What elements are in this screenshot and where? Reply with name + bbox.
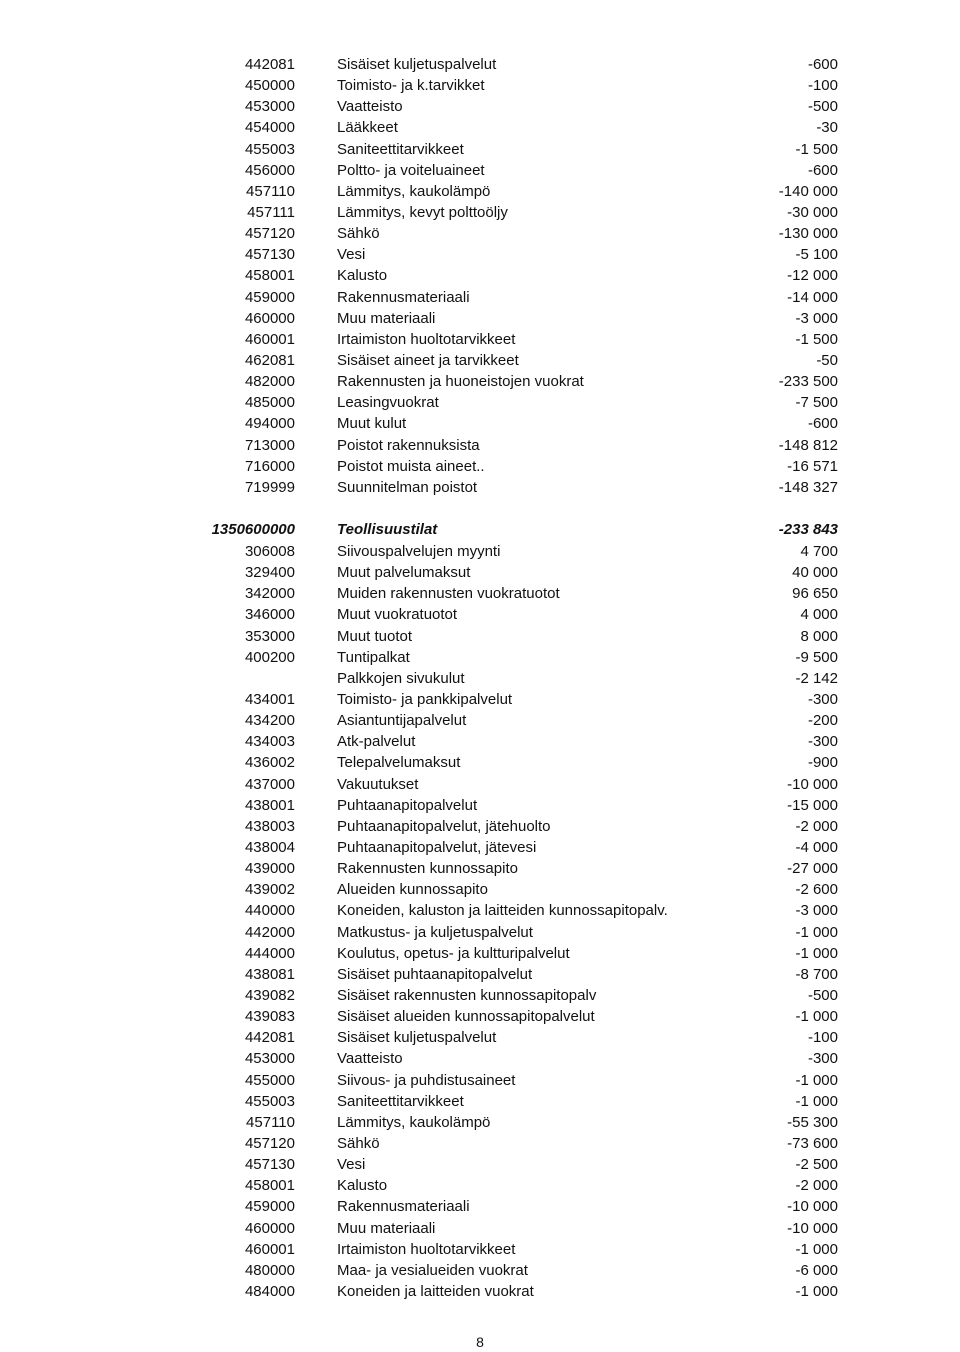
account-code: 459000 — [244, 288, 295, 306]
account-amount: -300 — [807, 1050, 838, 1068]
account-amount: -900 — [807, 754, 838, 772]
table-row — [0, 1260, 960, 1281]
account-code: 442081 — [244, 1029, 295, 1047]
account-code: 460000 — [244, 309, 295, 327]
account-amount: -1 000 — [795, 1092, 838, 1110]
account-name: Vesi — [337, 246, 366, 264]
account-name: Puhtaanapitopalvelut — [337, 796, 478, 814]
account-name: Alueiden kunnossapito — [337, 881, 488, 899]
account-name: Suunnitelman poistot — [337, 478, 478, 496]
account-name: Saniteettitarvikkeet — [337, 140, 464, 158]
account-code: 439082 — [244, 986, 295, 1004]
table-row — [0, 456, 960, 477]
table-row — [0, 774, 960, 795]
account-name: Irtaimiston huoltotarvikkeet — [337, 330, 516, 348]
account-code: 485000 — [244, 394, 295, 412]
account-code: 353000 — [244, 627, 295, 645]
account-name: Toimisto- ja pankkipalvelut — [337, 690, 513, 708]
account-name: Lämmitys, kevyt polttoöljy — [337, 203, 508, 221]
account-code: 494000 — [244, 415, 295, 433]
account-code: 434003 — [244, 733, 295, 751]
account-name: Rakennusten ja huoneistojen vuokrat — [337, 373, 584, 391]
account-code: 455000 — [244, 1071, 295, 1089]
account-code: 440000 — [244, 902, 295, 920]
account-name: Maa- ja vesialueiden vuokrat — [337, 1261, 528, 1279]
account-amount: -300 — [807, 690, 838, 708]
table-row — [0, 900, 960, 921]
table-row — [0, 943, 960, 964]
account-name: Muut kulut — [337, 415, 407, 433]
account-code: 400200 — [244, 648, 295, 666]
account-amount: -2 000 — [795, 817, 838, 835]
section-title: Teollisuustilat — [337, 521, 438, 538]
account-name: Lämmitys, kaukolämpö — [337, 182, 491, 200]
account-name: Vakuutukset — [337, 775, 419, 793]
table-row — [0, 647, 960, 668]
table-row — [0, 160, 960, 181]
account-name: Sisäiset kuljetuspalvelut — [337, 56, 497, 73]
account-amount: -73 600 — [787, 1134, 838, 1152]
table-row — [0, 1218, 960, 1239]
account-code: 438003 — [244, 817, 295, 835]
account-code: 453000 — [244, 98, 295, 116]
account-amount: -130 000 — [778, 225, 838, 243]
account-name: Siivouspalvelujen myynti — [337, 543, 501, 560]
account-name: Sähkö — [337, 1134, 380, 1152]
table-row — [0, 1027, 960, 1048]
account-name: Leasingvuokrat — [337, 394, 439, 412]
table-row — [0, 1133, 960, 1154]
account-name: Irtaimiston huoltotarvikkeet — [337, 1240, 516, 1258]
account-code: 434001 — [244, 690, 295, 708]
account-code: 439000 — [244, 860, 295, 878]
table-row — [0, 244, 960, 265]
account-amount: -6 000 — [795, 1261, 838, 1279]
table-row — [0, 1112, 960, 1133]
account-name: Kalusto — [337, 1177, 388, 1195]
account-name: Muut vuokratuotot — [337, 606, 458, 624]
account-name: Vesi — [337, 1156, 366, 1174]
account-amount: -1 500 — [795, 330, 838, 348]
table-row — [0, 1196, 960, 1217]
account-code: 442000 — [244, 923, 295, 941]
account-amount: -2 500 — [795, 1156, 838, 1174]
account-name: Sisäiset puhtaanapitopalvelut — [337, 965, 533, 983]
account-code: 457130 — [244, 1156, 295, 1174]
account-amount: -1 000 — [795, 1008, 838, 1026]
account-amount: -16 571 — [787, 457, 838, 475]
account-name: Puhtaanapitopalvelut, jätevesi — [337, 838, 537, 856]
account-name: Puhtaanapitopalvelut, jätehuolto — [337, 817, 551, 835]
table-row — [0, 329, 960, 350]
table-row — [0, 350, 960, 371]
account-amount: -300 — [807, 733, 838, 751]
account-code: 457110 — [246, 182, 295, 200]
account-amount: 8 000 — [800, 627, 838, 645]
account-amount: -10 000 — [787, 1198, 838, 1216]
account-code: 306008 — [244, 543, 295, 560]
account-amount: -600 — [807, 56, 838, 73]
account-amount: -233 500 — [778, 373, 838, 391]
account-code: 438004 — [244, 838, 295, 856]
table-row — [0, 1281, 960, 1302]
account-name: Rakennusmateriaali — [337, 1198, 470, 1216]
table-row — [0, 477, 960, 498]
table-row — [0, 668, 960, 689]
account-code: 458001 — [244, 267, 295, 285]
account-name: Rakennusmateriaali — [337, 288, 470, 306]
account-name: Lääkkeet — [337, 119, 398, 137]
account-code: 713000 — [244, 436, 295, 454]
account-name: Koneiden ja laitteiden vuokrat — [337, 1282, 534, 1300]
account-code: 457120 — [244, 225, 295, 243]
account-amount: -1 000 — [795, 944, 838, 962]
table-row — [0, 435, 960, 456]
account-code: 460000 — [244, 1219, 295, 1237]
account-amount: -30 — [816, 119, 838, 137]
account-code: 454000 — [244, 119, 295, 137]
account-code: 342000 — [244, 585, 295, 603]
account-code: 453000 — [244, 1050, 295, 1068]
account-amount: -1 000 — [795, 923, 838, 941]
table-row — [0, 816, 960, 837]
account-amount: -15 000 — [787, 796, 838, 814]
account-amount: -5 100 — [795, 246, 838, 264]
account-code: 444000 — [244, 944, 295, 962]
account-name: Sisäiset aineet ja tarvikkeet — [337, 351, 519, 369]
table-row — [0, 371, 960, 392]
table-row — [0, 1048, 960, 1069]
account-amount: -10 000 — [787, 1219, 838, 1237]
account-name: Poistot muista aineet.. — [337, 457, 485, 475]
account-code: 716000 — [244, 457, 295, 475]
account-amount: -2 142 — [795, 669, 838, 687]
table-row — [0, 202, 960, 223]
account-name: Muu materiaali — [337, 1219, 436, 1237]
account-code: 456000 — [244, 161, 295, 179]
account-code: 457130 — [244, 246, 295, 264]
table-row — [0, 731, 960, 752]
table-row — [0, 96, 960, 117]
account-code: 438081 — [244, 965, 295, 983]
table-row — [0, 922, 960, 943]
account-amount: -12 000 — [787, 267, 838, 285]
table-row — [0, 879, 960, 900]
account-name: Asiantuntijapalvelut — [337, 712, 467, 730]
table-row — [0, 1006, 960, 1027]
account-code: 455003 — [244, 1092, 295, 1110]
account-amount: -1 500 — [795, 140, 838, 158]
account-amount: -140 000 — [778, 182, 838, 200]
account-amount: -600 — [807, 161, 838, 179]
account-name: Muiden rakennusten vuokratuotot — [337, 585, 560, 603]
table-row — [0, 562, 960, 583]
table-row — [0, 1239, 960, 1260]
account-name: Rakennusten kunnossapito — [337, 860, 518, 878]
account-name: Siivous- ja puhdistusaineet — [337, 1071, 516, 1089]
account-code: 346000 — [244, 606, 295, 624]
account-amount: -148 327 — [778, 478, 838, 496]
table-row — [0, 626, 960, 647]
account-amount: -200 — [807, 712, 838, 730]
account-name: Sisäiset alueiden kunnossapitopalvelut — [337, 1008, 595, 1026]
account-code: 434200 — [244, 712, 295, 730]
account-name: Poistot rakennuksista — [337, 436, 480, 454]
account-amount: -27 000 — [787, 860, 838, 878]
account-amount: -1 000 — [795, 1240, 838, 1258]
account-amount: -14 000 — [787, 288, 838, 306]
table-row — [0, 139, 960, 160]
account-amount: -7 500 — [795, 394, 838, 412]
section-total: -233 843 — [778, 521, 838, 538]
account-code: 484000 — [244, 1282, 295, 1300]
account-amount: -500 — [807, 98, 838, 116]
account-name: Toimisto- ja k.tarvikket — [337, 77, 485, 95]
account-code: 459000 — [244, 1198, 295, 1216]
account-code: 455003 — [244, 140, 295, 158]
account-amount: -600 — [807, 415, 838, 433]
account-amount: -3 000 — [795, 309, 838, 327]
account-amount: -100 — [807, 1029, 838, 1047]
account-list-top — [0, 54, 960, 498]
account-code: 458001 — [244, 1177, 295, 1195]
table-row — [0, 985, 960, 1006]
account-amount: -500 — [807, 986, 838, 1004]
account-name: Lämmitys, kaukolämpö — [337, 1113, 491, 1131]
account-name: Telepalvelumaksut — [337, 754, 461, 772]
account-name: Poltto- ja voiteluaineet — [337, 161, 485, 179]
account-code: 439002 — [244, 881, 295, 899]
table-row — [0, 75, 960, 96]
table-row — [0, 392, 960, 413]
account-code: 438001 — [244, 796, 295, 814]
table-row — [0, 1175, 960, 1196]
table-row — [0, 964, 960, 985]
account-amount: -50 — [816, 351, 838, 369]
account-code: 480000 — [244, 1261, 295, 1279]
account-code: 457111 — [247, 203, 295, 221]
table-row — [0, 604, 960, 625]
account-name: Sisäiset kuljetuspalvelut — [337, 1029, 497, 1047]
account-code: 436002 — [244, 754, 295, 772]
account-name: Muu materiaali — [337, 309, 436, 327]
account-amount: -9 500 — [795, 648, 838, 666]
account-code: 460001 — [244, 330, 295, 348]
section-header-row — [0, 519, 960, 541]
table-row — [0, 181, 960, 202]
account-name: Vaatteisto — [337, 1050, 403, 1068]
account-amount: 4 700 — [800, 543, 838, 560]
account-amount: -55 300 — [787, 1113, 838, 1131]
account-amount: 96 650 — [792, 585, 838, 603]
account-amount: -1 000 — [795, 1071, 838, 1089]
account-code: 482000 — [244, 373, 295, 391]
account-amount: -4 000 — [795, 838, 838, 856]
account-code: 329400 — [244, 564, 295, 582]
table-row — [0, 1091, 960, 1112]
table-row — [0, 795, 960, 816]
account-name: Koulutus, opetus- ja kultturipalvelut — [337, 944, 570, 962]
account-code: 437000 — [244, 775, 295, 793]
account-code: 457110 — [246, 1113, 295, 1131]
account-code: 462081 — [244, 351, 295, 369]
table-row — [0, 308, 960, 329]
table-row — [0, 710, 960, 731]
account-amount: 4 000 — [800, 606, 838, 624]
table-row — [0, 583, 960, 604]
account-name: Muut tuotot — [337, 627, 413, 645]
account-name: Sisäiset rakennusten kunnossapitopalv — [337, 986, 597, 1004]
account-name: Tuntipalkat — [337, 648, 410, 666]
account-list-section — [0, 541, 960, 1302]
section-code: 1350600000 — [211, 521, 295, 538]
account-amount: -30 000 — [787, 203, 838, 221]
account-amount: -100 — [807, 77, 838, 95]
account-amount: 40 000 — [792, 564, 838, 582]
account-name: Atk-palvelut — [337, 733, 416, 751]
table-row — [0, 837, 960, 858]
table-row — [0, 752, 960, 773]
account-name: Palkkojen sivukulut — [337, 669, 465, 687]
table-row — [0, 1070, 960, 1091]
account-name: Matkustus- ja kuljetuspalvelut — [337, 923, 533, 941]
account-code: 719999 — [244, 478, 295, 496]
account-amount: -2 600 — [795, 881, 838, 899]
table-row — [0, 287, 960, 308]
account-code: 457120 — [244, 1134, 295, 1152]
table-row — [0, 1154, 960, 1175]
page-number: 8 — [476, 1334, 484, 1350]
account-name: Kalusto — [337, 267, 388, 285]
account-code: 439083 — [244, 1008, 295, 1026]
account-code: 450000 — [244, 77, 295, 95]
account-code: 442081 — [244, 56, 295, 73]
account-amount: -8 700 — [795, 965, 838, 983]
account-name: Muut palvelumaksut — [337, 564, 471, 582]
table-row — [0, 858, 960, 879]
table-row — [0, 117, 960, 138]
account-name: Vaatteisto — [337, 98, 403, 116]
table-row — [0, 54, 960, 75]
account-amount: -2 000 — [795, 1177, 838, 1195]
account-amount: -10 000 — [787, 775, 838, 793]
table-row — [0, 265, 960, 286]
table-row — [0, 413, 960, 434]
table-row — [0, 689, 960, 710]
account-code: 460001 — [244, 1240, 295, 1258]
account-name: Saniteettitarvikkeet — [337, 1092, 464, 1110]
account-amount: -3 000 — [795, 902, 838, 920]
table-row — [0, 541, 960, 562]
account-name: Koneiden, kaluston ja laitteiden kunnossapitopalv. — [337, 902, 668, 920]
account-name: Sähkö — [337, 225, 380, 243]
account-amount: -1 000 — [795, 1282, 838, 1300]
table-row — [0, 223, 960, 244]
account-amount: -148 812 — [778, 436, 838, 454]
